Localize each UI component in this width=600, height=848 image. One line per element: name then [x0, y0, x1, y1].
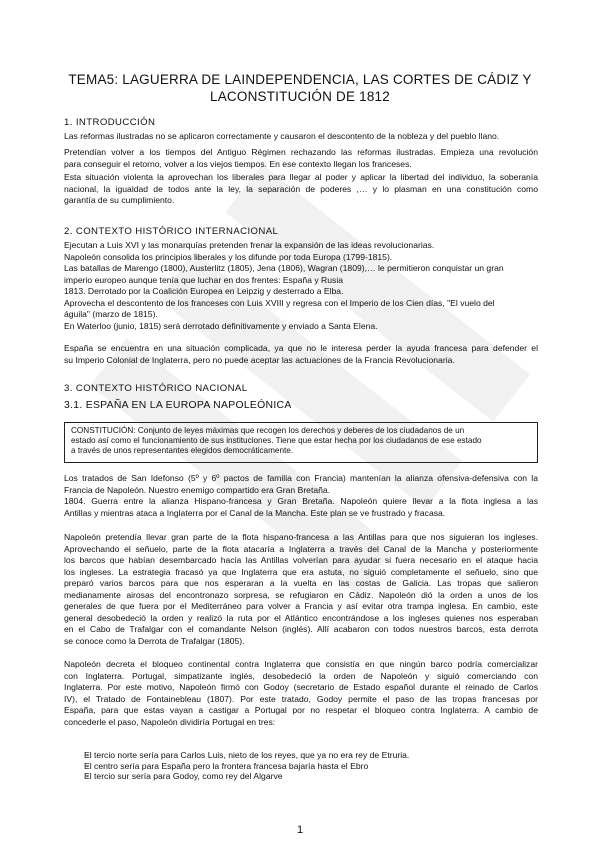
text-line: preparó varios barcos para que nos esperaran a la vuelta en las costas de Galicia. Las tropas que salieron	[64, 578, 538, 588]
text-line: Aprovecha el descontento de los franceses con Luis XVIII y regresa con el Imperio de los Cien días, "El vuelo del	[64, 297, 495, 308]
definition-line: a través de unos representantes elegidos democráticamente.	[71, 446, 294, 456]
paragraph	[64, 343, 538, 366]
list-item-text: El tercio norte sería para Carlos Luis, nieto de los reyes, que ya no era rey de Etruria.	[84, 750, 410, 760]
section-heading-introduccion: 1. INTRODUCCIÓN	[64, 117, 156, 128]
text-line: en el Cabo de Trafalgar con el comandante Nelson (inglés). Allí acabaron con todos nuestros barcos, esta derrota	[64, 624, 538, 634]
text-line: los ingleses. La estrategia fracasó ya que Inglaterra que era astuta, no siguió completamente el señuelo, sino que	[64, 566, 538, 577]
text-line: Napoleón decreta el bloqueo continental contra Inglaterra que consistía en que ningún barco podría comercializar	[64, 659, 538, 669]
text-line: nacional, la igualdad de todos ante la ley, la separación de poderes ,… y lo plasman en una constitución como	[64, 183, 538, 194]
paragraph	[64, 473, 538, 519]
list-item-text: El tercio sur sería para Godoy, como rey del Algarve	[84, 771, 283, 782]
text-line: Antillas y mientras ataca a Inglaterra por el Canal de la Mancha. Este plan se ve frustrado y fracasa.	[64, 507, 446, 518]
subsection-heading: 3.1. ESPAÑA EN LA EUROPA NAPOLEÓNICA	[64, 400, 292, 411]
text-line: Aprovechando el señuelo, parte de la flota atacaría a Inglaterra a través del Canal de la Mancha y posteriormente	[64, 543, 538, 554]
text-line: los barcos que habían desembarcado hacia las Antillas volverían para ayudar si fuera necesario en el ataque hacia	[64, 555, 538, 565]
text-line: águila" (marzo de 1815).	[64, 309, 158, 319]
text-line: IV), el Tratado de Fontainebleau (1807). Por este tratado, Godoy permite el paso de las tropas francesas por	[64, 693, 538, 704]
text-line: Napoleón consolida los principios liberales y los difunde por toda Europa (1799-1815).	[64, 251, 393, 262]
text-line: En Waterloo (junio, 1815) será derrotado definitivamente y enviado a Santa Elena.	[64, 320, 378, 331]
definition-box	[64, 422, 538, 463]
text-line: imperio europeo aunque tenía que luchar en dos frentes: España y Rusia	[64, 274, 344, 285]
text-line: con Inglaterra. Portugal, simpatizante inglés, desobedeció la orden de Napoleón y siguió comerciando con	[64, 670, 538, 681]
text-line: España, para que estas vayan a castigar a Portugal por no respetar el bloqueo contra Inglaterra. A cambio de	[64, 705, 538, 715]
definition-line: CONSTITUCIÓN: Conjunto de leyes máximas que recogen los derechos y deberes de los ciudadanos de un	[71, 426, 465, 435]
bullet-list	[64, 750, 538, 782]
paragraph	[64, 131, 538, 143]
text-line: garantía de su cumplimiento.	[64, 195, 175, 205]
paragraph	[64, 147, 538, 170]
list-item	[64, 750, 538, 761]
text-line: su Imperio Colonial de Inglaterra, pero no puede aceptar las actuaciones de la Francia Revolucionaria.	[64, 354, 455, 365]
text-line: se conoce como la Derrota de Trafalgar (1805).	[64, 635, 245, 646]
title-line-1: TEMA5: LAGUERRA DE LAINDEPENDENCIA, LAS CORTES DE CÁDIZ Y	[68, 72, 532, 87]
text-line: medianamente airosas del encontronazo sorpresa, se refugiaron en Cádiz. Napoleón dió la orden a unos de los	[64, 589, 538, 600]
title-line-2: LACONSTITUCIÓN DE 1812	[210, 89, 390, 104]
paragraph	[64, 172, 538, 207]
text-line: para conseguir el retorno, volver a los viejos tiempos. En ese contexto llegan los franceses.	[64, 158, 412, 169]
section-heading-contexto-nacional: 3. CONTEXTO HISTÓRICO NACIONAL	[64, 383, 248, 394]
text-line: Las batallas de Marengo (1800), Austerlitz (1805), Jena (1806), Wagran (1809),… le permitieron conquistar un gran	[64, 263, 504, 273]
text-line: general desobedeció la orden y realizó la ruta por el Atlántico encontrándose a los ingleses quienes nos esperaban	[64, 612, 538, 623]
paragraph	[64, 532, 538, 647]
list-item	[64, 771, 538, 782]
text-line: Los tratados de San Idefonso (5º y 6º pactos de familia con Francia) mantenían la alianza ofensiva-defensiva con la	[64, 473, 538, 483]
document-title	[60, 71, 540, 105]
text-line: Francia de Napoleón. Nuestro enemigo compartido era Gran Bretaña.	[64, 484, 331, 495]
paragraph	[64, 659, 538, 728]
definition-line: estado así como el funcionamiento de sus instituciones. Tiene que estar hecha por los ciudadanos de ese estado	[71, 436, 482, 446]
text-line: generales de que fuera por el Mediterráneo para volver a Francia y así evitar otra trampa inglesa. En cambio, este	[64, 601, 538, 611]
list-item-text: El centro sería para España pero la frontera francesa bajaría hasta el Ebro	[84, 760, 369, 771]
text-line: 1813. Derrotado por la Coalición Europea en Leipzig y desterrado a Elba.	[64, 286, 344, 296]
text-line: Ejecutan a Luis XVI y las monarquías pretenden frenar la expansión de las ideas revolucionarias.	[64, 240, 435, 250]
text-line: 1804. Guerra entre la alianza Hispano-francesa y Gran Bretaña. Napoleón quiere llevar a la flota inglesa a las	[64, 496, 538, 506]
text-line: concederle el paso, Napoleón dividiría Portugal en tres:	[64, 716, 276, 727]
list-item	[64, 761, 538, 772]
text-line: Pretendían volver a los tiempos del Antiguo Régimen rechazando las reformas ilustradas. Empieza una revolución	[64, 147, 538, 157]
paragraph	[64, 240, 538, 332]
text-line: Esta situación violenta la aprovechan los liberales para llegar al poder y aplicar la libertad del individuo, la soberanía	[64, 172, 538, 182]
section-heading-contexto-internacional: 2. CONTEXTO HISTÓRICO INTERNACIONAL	[64, 226, 279, 237]
page-number: 1	[296, 824, 304, 836]
text-line: España se encuentra en una situación complicada, ya que no le interesa perder la ayuda francesa para defender el	[64, 343, 538, 353]
text-line: Inglaterra. Por este motivo, Napoleón firmó con Godoy (secretario de Estado español durante el reinado de Carlos	[64, 682, 538, 692]
text-line: Napoleón pretendía llevar gran parte de la flota hispano-francesa a las Antillas para que nos siguieran los ingleses.	[64, 532, 538, 542]
text-line: Las reformas ilustradas no se aplicaron correctamente y causaron el descontento de la nobleza y del pueblo llano.	[64, 131, 500, 141]
